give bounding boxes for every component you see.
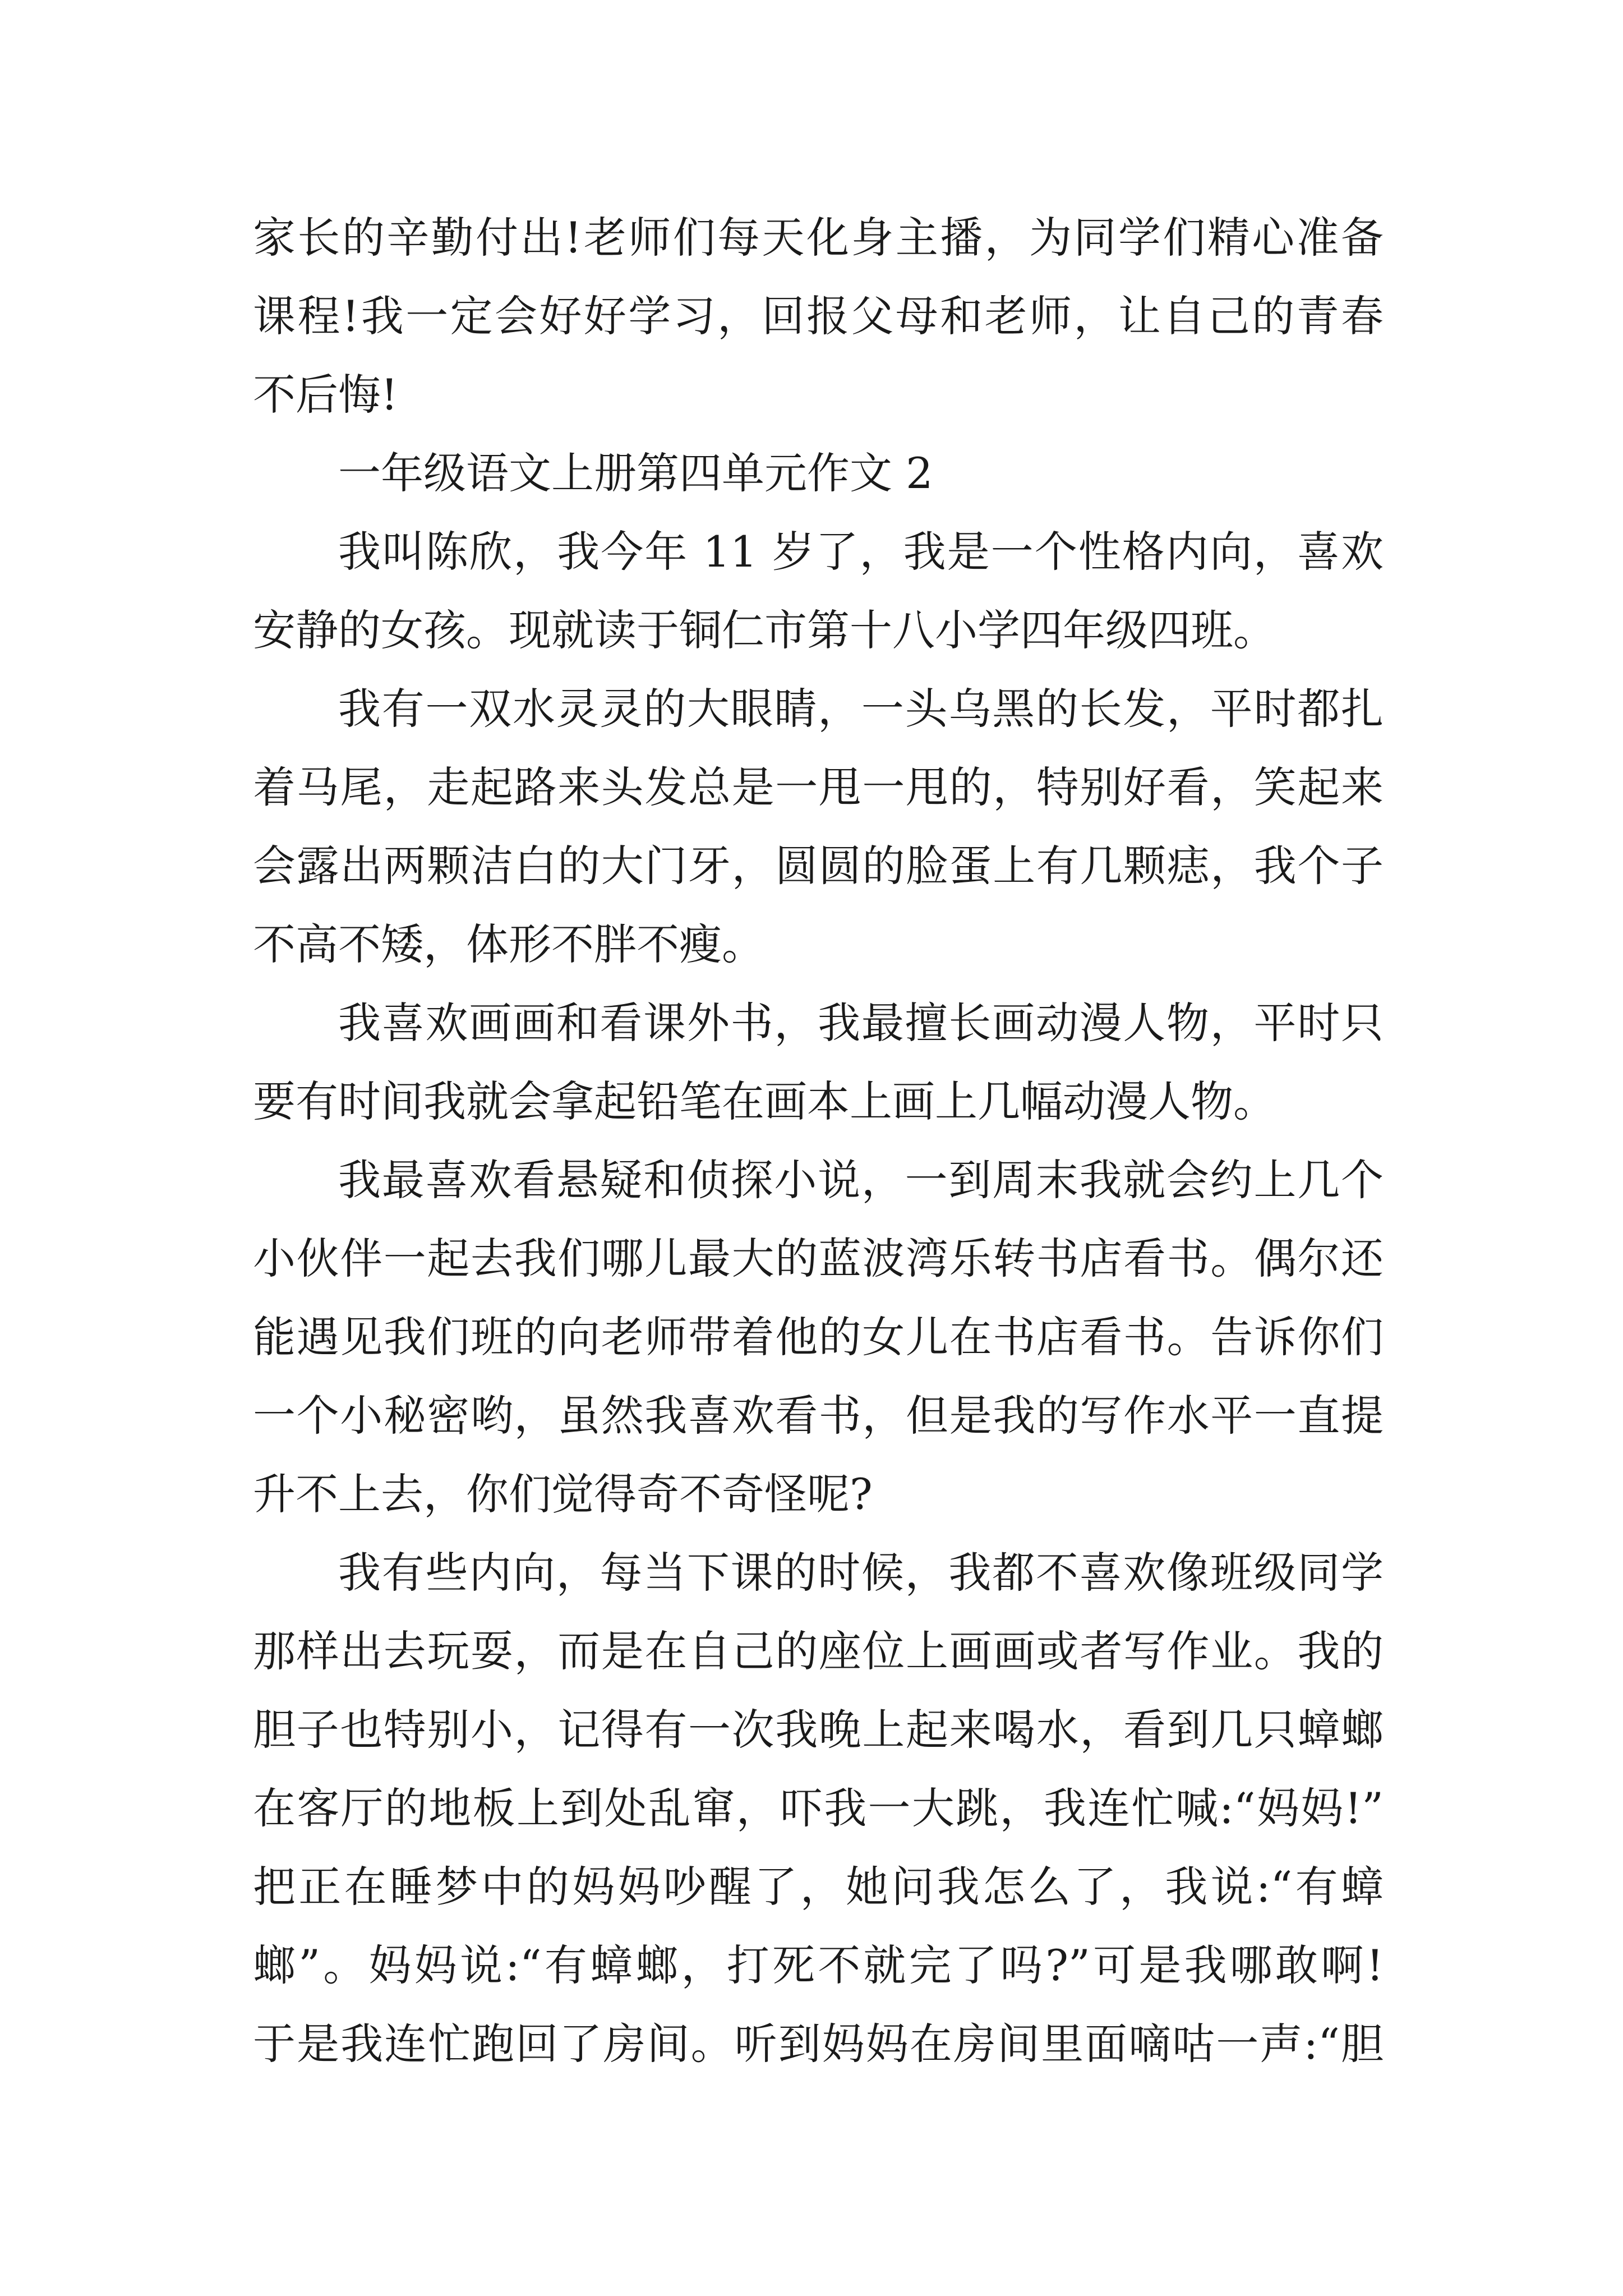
text-line: 我喜欢画画和看课外书，我最擅长画动漫人物，平时只 — [338, 998, 1384, 1048]
text-line: 我最喜欢看悬疑和侦探小说，一到周末我就会约上几个 — [338, 1155, 1384, 1205]
text-line: 课程!我一定会好好学习，回报父母和老师，让自己的青春 — [253, 291, 1384, 341]
text-line: 要有时间我就会拿起铅笔在画本上画上几幅动漫人物。 — [253, 1076, 1276, 1126]
paragraph — [253, 199, 1384, 434]
text-line: 一个小秘密哟，虽然我喜欢看书，但是我的写作水平一直提 — [253, 1391, 1384, 1441]
document-body — [253, 199, 1384, 2083]
paragraph — [253, 670, 1384, 984]
paragraph — [253, 513, 1384, 670]
paragraph — [253, 984, 1384, 1141]
text-line: 会露出两颗洁白的大门牙，圆圆的脸蛋上有几颗痣，我个子 — [253, 841, 1384, 891]
text-line: 不高不矮，体形不胖不瘦。 — [253, 919, 764, 969]
text-line: 在客厅的地板上到处乱窜，吓我一大跳，我连忙喊:“妈妈!” — [253, 1783, 1384, 1833]
text-line: 不后悔! — [253, 370, 398, 420]
text-line: 我有些内向，每当下课的时候，我都不喜欢像班级同学 — [338, 1548, 1384, 1598]
essay-title — [253, 434, 1384, 513]
text-line: 胆子也特别小，记得有一次我晚上起来喝水，看到几只蟑螂 — [253, 1705, 1384, 1755]
text-line: 能遇见我们班的向老师带着他的女儿在书店看书。告诉你们 — [253, 1312, 1384, 1362]
text-line: 把正在睡梦中的妈妈吵醒了，她问我怎么了，我说:“有蟑 — [253, 1862, 1384, 1912]
paragraph — [253, 1141, 1384, 1534]
text-line: 我叫陈欣，我今年 11 岁了，我是一个性格内向，喜欢 — [338, 527, 1384, 577]
text-line: 于是我连忙跑回了房间。听到妈妈在房间里面嘀咕一声:“胆 — [253, 2019, 1384, 2069]
text-line: 着马尾，走起路来头发总是一甩一甩的，特别好看，笑起来 — [253, 762, 1384, 812]
text-line: 安静的女孩。现就读于铜仁市第十八小学四年级四班。 — [253, 605, 1276, 655]
text-line: 小伙伴一起去我们哪儿最大的蓝波湾乐转书店看书。偶尔还 — [253, 1234, 1384, 1283]
text-line: 升不上去，你们觉得奇不奇怪呢? — [253, 1469, 873, 1519]
text-line: 螂”。妈妈说:“有蟑螂，打死不就完了吗?”可是我哪敢啊! — [253, 1940, 1384, 1990]
text-line: 那样出去玩耍，而是在自己的座位上画画或者写作业。我的 — [253, 1626, 1384, 1676]
text-line: 我有一双水灵灵的大眼睛，一头乌黑的长发，平时都扎 — [338, 684, 1384, 734]
paragraph — [253, 1534, 1384, 2083]
essay-title-text: 一年级语文上册第四单元作文 2 — [338, 448, 933, 498]
text-line: 家长的辛勤付出!老师们每天化身主播，为同学们精心准备 — [253, 213, 1384, 263]
